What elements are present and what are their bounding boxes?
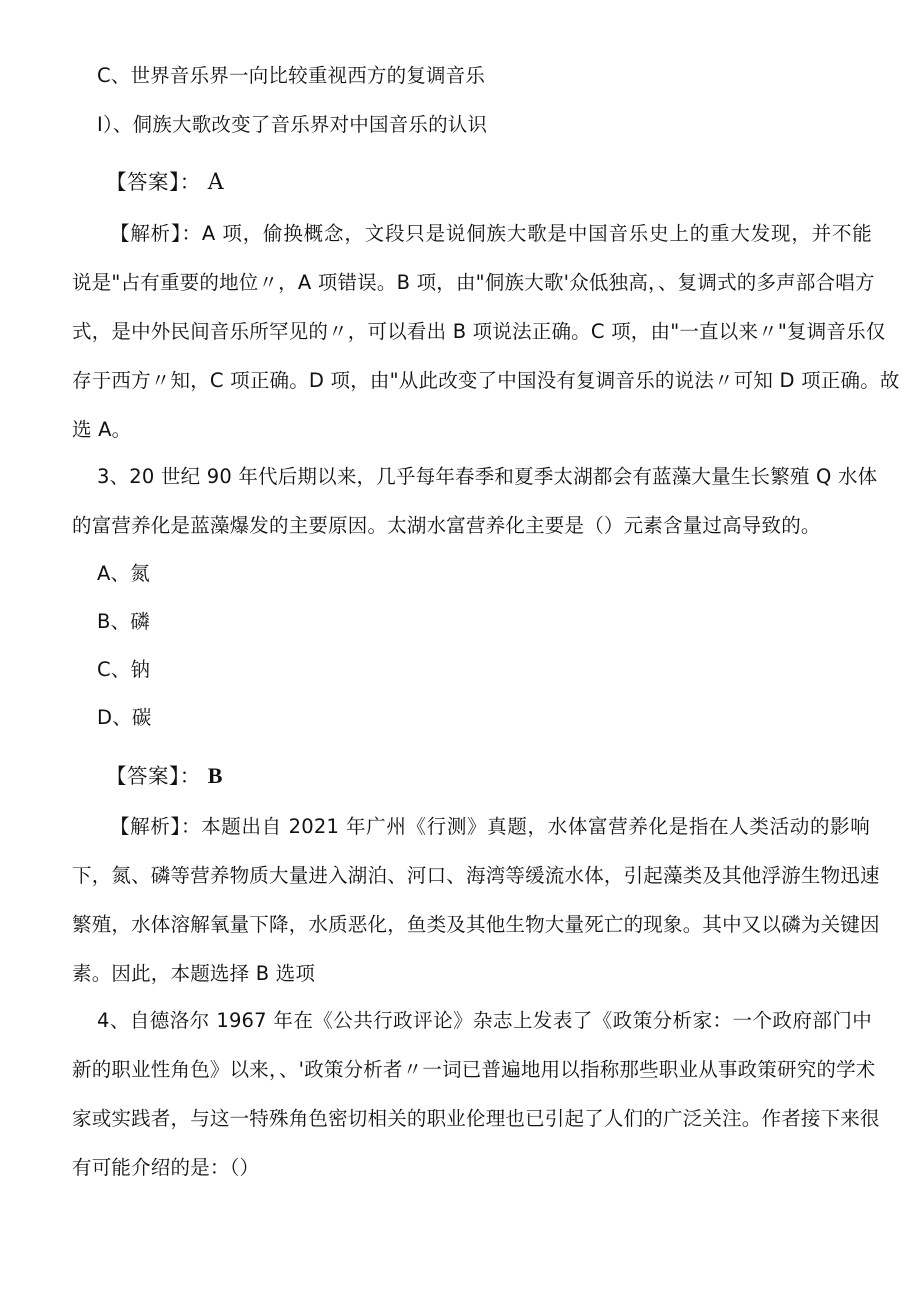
question-3-line-2: 的富营养化是蓝藻爆发的主要原因。太湖水富营养化主要是（）元素含量过高导致的。: [72, 514, 821, 537]
question-3-option-a: A、氮: [97, 562, 150, 585]
answer-value: A: [207, 170, 225, 195]
question-3-option-c: C、钠: [97, 658, 151, 681]
analysis-line-3: 式，是中外民间音乐所罕见的〃，可以看出 B 项说法正确。C 项，由"一直以来〃"复调音乐仅: [72, 320, 886, 343]
option-d: I）、侗族大歌改变了音乐界对中国音乐的认识: [97, 113, 488, 136]
question-3-analysis-line-3: 繁殖，水体溶解氧量下降，水质恶化，鱼类及其他生物大量死亡的现象。其中又以磷为关键因: [72, 913, 880, 936]
question-3-option-b: B、磷: [97, 610, 150, 633]
answer-line: [106, 172, 224, 194]
question-4-line-4: 有可能介绍的是：（）: [72, 1156, 260, 1179]
analysis-line-4: 存于西方〃知，C 项正确。D 项，由"从此改变了中国没有复调音乐的说法〃可知 D 项正确。故: [72, 369, 900, 392]
analysis-line-5: 选 A。: [72, 418, 132, 441]
question-3-answer-label: 【答案】：: [106, 764, 201, 788]
question-3-answer-line: [106, 765, 223, 787]
question-3-analysis-line-4: 素。因此，本题选择 B 选项: [72, 962, 316, 985]
question-3-line-1: 3、20 世纪 90 年代后期以来，几乎每年春季和夏季太湖都会有蓝藻大量生长繁殖 Q 水体: [97, 465, 878, 488]
question-3-analysis-line-2: 下，氮、磷等营养物质大量进入湖泊、河口、海湾等缓流水体，引起藻类及其他浮游生物迅速: [72, 864, 880, 887]
question-3-option-d: D、碳: [97, 706, 152, 729]
analysis-line-1: 【解析】：A 项，偷换概念，文段只是说侗族大歌是中国音乐史上的重大发现，并不能: [110, 222, 872, 245]
option-c: C、世界音乐界一向比较重视西方的复调音乐: [97, 64, 486, 87]
question-3-analysis-line-1: 【解析】：本题出自 2021 年广州《行测》真题，水体富营养化是指在人类活动的影响: [110, 815, 870, 838]
answer-label: 【答案】：: [106, 170, 201, 194]
question-3-answer-value: B: [207, 763, 223, 788]
question-4-line-2: 新的职业性角色》以来，、'政策分析者〃一词已普遍地用以指称那些职业从事政策研究的学术: [72, 1058, 876, 1081]
question-4-line-3: 家或实践者，与这一特殊角色密切相关的职业伦理也已引起了人们的广泛关注。作者接下来很: [72, 1107, 880, 1130]
analysis-line-2: 说是"占有重要的地位〃，A 项错误。B 项，由"侗族大歌'众低独高，、复调式的多声部合唱方: [72, 271, 875, 294]
question-4-line-1: 4、自德洛尔 1967 年在《公共行政评论》杂志上发表了《政策分析家：一个政府部门中: [97, 1009, 872, 1032]
